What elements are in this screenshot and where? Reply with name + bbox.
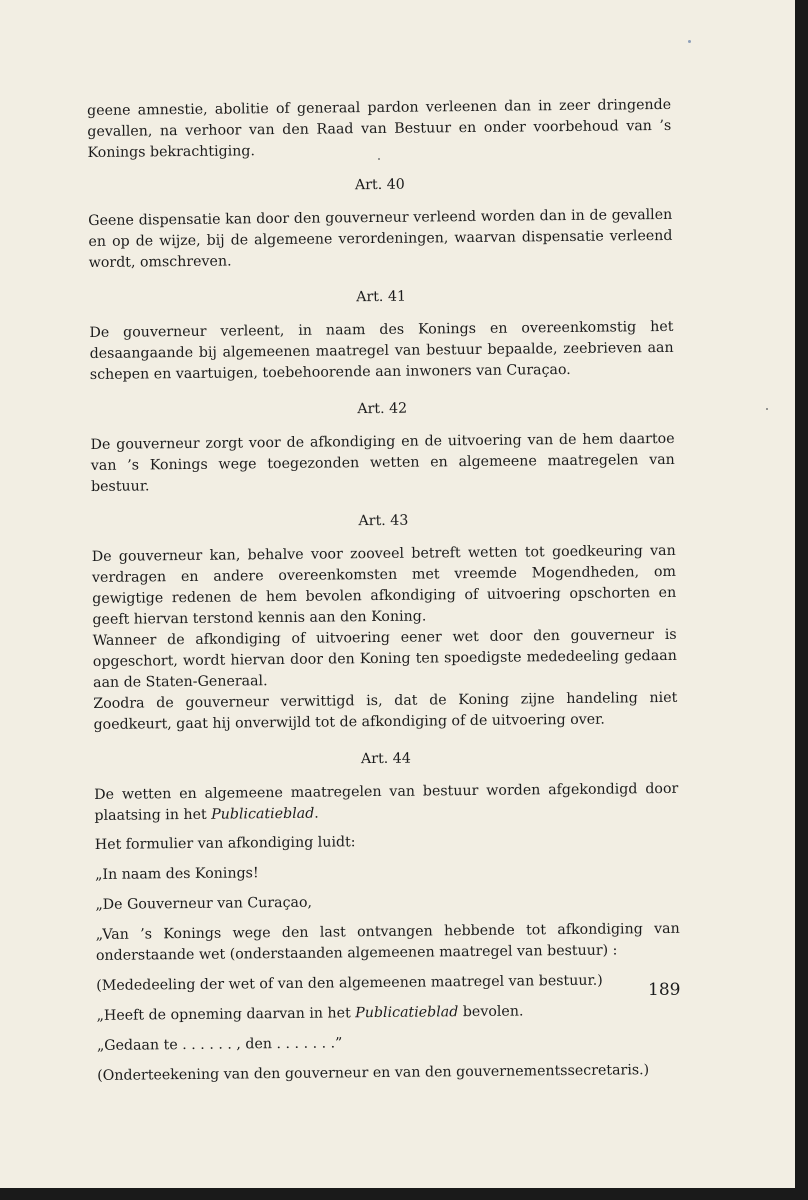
formula-line: (Mededeeling der wet of van den algemeenen maatregel van bestuur.) — [96, 972, 603, 994]
article-paragraph: Zoodra de gouverneur verwittigd is, dat de Koning zijne handeling niet goedkeurt, gaat hij onverwijld tot de afkondiging of de uitvoering over. — [93, 689, 678, 733]
publication-title: Publicatieblad — [355, 1004, 459, 1022]
publication-title: Publicatieblad — [211, 805, 315, 823]
intro-paragraph: geene amnestie, abolitie of generaal pardon verleenen dan in zeer dringende gevallen, na verhoor van den Raad van Bestuur en onder voorbehoud van ’s Konings bekrachtiging. — [87, 96, 672, 161]
formula-text: bevolen. — [458, 1003, 524, 1021]
formula-line: (Onderteekening van den gouverneur en van den gouvernementssecretaris.) — [97, 1062, 650, 1084]
article-paragraph: Geene dispensatie kan door den gouverneur verleend worden dan in de gevallen en op de wijze, bij de algemeene verordeningen, waarvan dispensatie verleend wordt, omschreven. — [88, 206, 673, 271]
body-text — [87, 95, 681, 1087]
article-paragraph — [94, 779, 678, 827]
article-heading: Art. 40 — [354, 176, 405, 194]
article-paragraph: Wanneer de afkondiging of uitvoering eener wet door den gouverneur is opgeschort, wordt hiervan door den Koning ten spoedigste mededeeling gedaan aan de Staten-Generaal. — [92, 626, 677, 691]
page-number: 189 — [648, 980, 681, 1000]
article-paragraph: De gouverneur zorgt voor de afkondiging en de uitvoering van de hem daartoe van ’s Konings wege toegezonden wetten en algemeene maatregelen van bestuur. — [90, 430, 675, 495]
paper-speck — [766, 408, 768, 410]
article-paragraph: De gouverneur kan, behalve voor zooveel betreft wetten tot goedkeuring van verdragen en andere overeenkomsten met vreemde Mogendheden, om gewigtige redenen de hem bevolen afkondiging of uitvoering opschorten en geeft hiervan terstond kennis aan den Koning. — [91, 542, 677, 628]
formula-line: „Van ’s Konings wege den last ontvangen hebbende tot afkondiging van onderstaande wet (onderstaanden algemeenen maatregel van bestuur) : — [95, 920, 680, 964]
article-text: De wetten en algemeene maatregelen van bestuur worden afgekondigd door plaatsing in het — [94, 780, 679, 824]
formula-line: „Gedaan te . . . . . . , den . . . . . . .” — [96, 1035, 343, 1054]
formula-text: „Heeft de opneming daarvan in het — [96, 1005, 356, 1024]
formula-line: „In naam des Konings! — [95, 865, 259, 883]
article-heading: Art. 44 — [360, 750, 411, 768]
article-text: . — [314, 805, 319, 822]
article-heading: Art. 42 — [357, 400, 408, 418]
formula-line: „De Gouverneur van Curaçao, — [95, 894, 313, 913]
formula-line — [96, 1000, 680, 1027]
paper-speck — [688, 40, 691, 43]
article-heading: Art. 41 — [356, 288, 407, 306]
article-heading: Art. 43 — [358, 512, 409, 530]
article-paragraph: De gouverneur verleent, in naam des Konings en overeenkomstig het desaangaande bij algemeenen maatregel van bestuur bepaalde, zeebrieven aan schepen en vaartuigen, toebehoorende aan inwoners van Curaçao. — [89, 318, 674, 383]
article-paragraph: Het formulier van afkondiging luidt: — [94, 834, 356, 853]
